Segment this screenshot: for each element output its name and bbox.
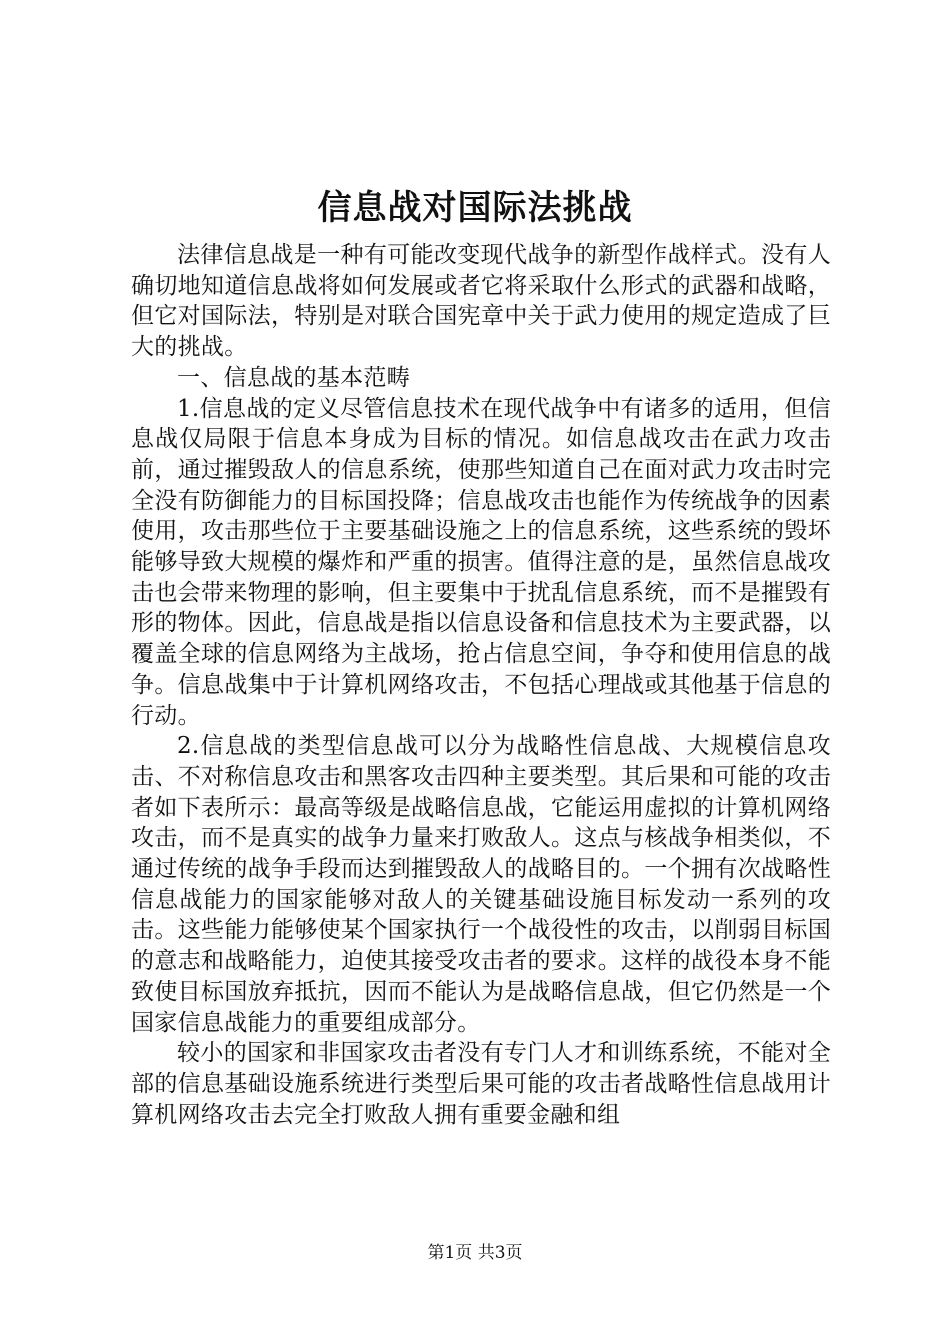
- paragraph-definition: 1.信息战的定义尽管信息技术在现代战争中有诸多的适用，但信息战仅局限于信息本身成为目标的情况。如信息战攻击在武力攻击前，通过摧毁敌人的信息系统，使那些知道自己在面对武力攻击时完全没有防御能力的目标国投降；信息战攻击也能作为传统战争的因素使用，攻击那些位于主要基础设施之上的信息系统，这些系统的毁坏能够导致大规模的爆炸和严重的损害。值得注意的是，虽然信息战攻击也会带来物理的影响，但主要集中于扰乱信息系统，而不是摧毁有形的物体。因此，信息战是指以信息设备和信息技术为主要武器，以覆盖全球的信息网络为主战场，抢占信息空间，争夺和使用信息的战争。信息战集中于计算机网络攻击，不包括心理战或其他基于信息的行动。: [131, 395, 831, 729]
- paragraph-intro: 法律信息战是一种有可能改变现代战争的新型作战样式。没有人确切地知道信息战将如何发展或者它将采取什么形式的武器和战略，但它对国际法，特别是对联合国宪章中关于武力使用的规定造成了巨大的挑战。: [131, 242, 831, 361]
- page-footer: 第1页 共3页: [427, 1243, 523, 1263]
- section-heading: 一、信息战的基本范畴: [177, 364, 410, 391]
- paragraph-types: 2.信息战的类型信息战可以分为战略性信息战、大规模信息攻击、不对称信息攻击和黑客攻击四种主要类型。其后果和可能的攻击者如下表所示：最高等级是战略信息战，它能运用虚拟的计算机网络攻击，而不是真实的战争力量来打败敌人。这点与核战争相类似，不通过传统的战争手段而达到摧毁敌人的战略目的。一个拥有次战略性信息战能力的国家能够对敌人的关键基础设施目标发动一系列的攻击。这些能力能够使某个国家执行一个战役性的攻击，以削弱目标国的意志和战略能力，迫使其接受攻击者的要求。这样的战役本身不能致使目标国放弃抵抗，因而不能认为是战略信息战，但它仍然是一个国家信息战能力的重要组成部分。: [131, 733, 831, 1036]
- document-title: 信息战对国际法挑战: [317, 188, 633, 228]
- paragraph-continuation: 较小的国家和非国家攻击者没有专门人才和训练系统，不能对全部的信息基础设施系统进行类型后果可能的攻击者战略性信息战用计算机网络攻击去完全打败敌人拥有重要金融和组: [131, 1040, 831, 1128]
- document-body: [131, 240, 831, 1130]
